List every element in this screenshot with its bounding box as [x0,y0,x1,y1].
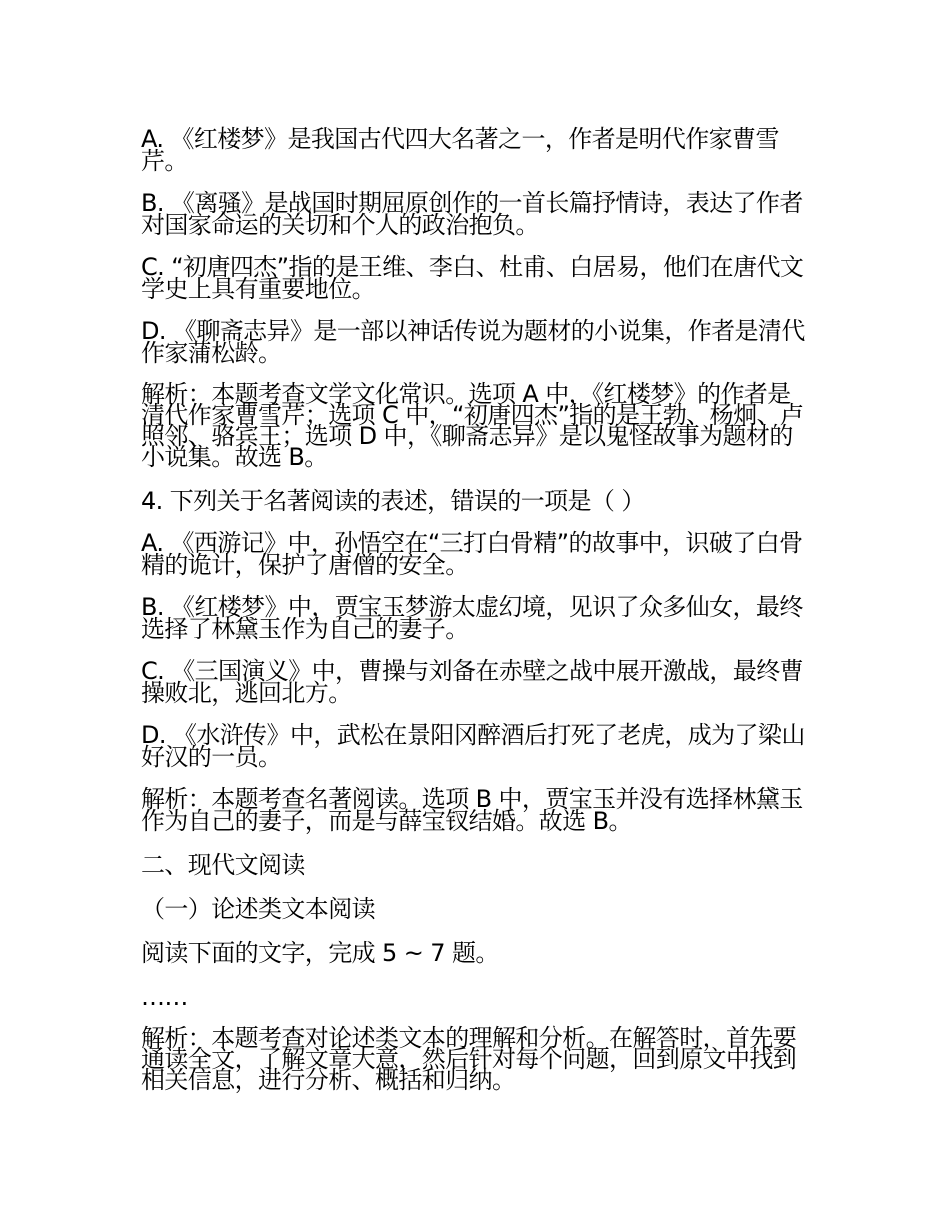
option-a-q3: A. 《红楼梦》是我国古代四大名著之一，作者是明代作家曹雪芹。 [141,125,779,175]
explanation-section: 解析：本题考查对论述类文本的理解和分析。在解答时，首先要通读全文，了解文章大意，然后针对每个问题，回到原文中找到相关信息，进行分析、概括和归纳。 [141,1024,797,1094]
section-heading: 二、现代文阅读 [141,851,305,879]
option-c-q4: C. 《三国演义》中，曹操与刘备在赤壁之战中展开激战，最终曹操败北，逃回北方。 [141,657,804,707]
document-page [141,125,813,1111]
option-c-q3: C. “初唐四杰”指的是王维、李白、杜甫、白居易，他们在唐代文学史上具有重要地位。 [141,253,804,303]
option-d-q4: D. 《水浒传》中，武松在景阳冈醉酒后打死了老虎，成为了梁山好汉的一员。 [141,721,805,771]
option-a-q4: A. 《西游记》中，孙悟空在“三打白骨精”的故事中，识破了白骨精的诡计，保护了唐僧的安全。 [141,529,803,579]
explanation-q4: 解析：本题考查名著阅读。选项 B 中，贾宝玉并没有选择林黛玉作为自己的妻子，而是与薛宝钗结婚。故选 B。 [141,785,803,835]
subsection-heading: （一）论述类文本阅读 [141,895,375,923]
option-d-q3: D. 《聊斋志异》是一部以神话传说为题材的小说集，作者是清代作家蒲松龄。 [141,317,805,367]
question-4: 4. 下列关于名著阅读的表述，错误的一项是（ ） [141,487,645,515]
ellipsis-text: …… [141,983,188,1011]
option-b-q3: B. 《离骚》是战国时期屈原创作的一首长篇抒情诗，表达了作者对国家命运的关切和个人的政治抱负。 [141,189,803,239]
explanation-q3: 解析：本题考查文学文化常识。选项 A 中，《红楼梦》的作者是清代作家曹雪芹；选项 C 中，“初唐四杰”指的是王勃、杨炯、卢照邻、骆宾王；选项 D 中，《聊斋志异》是以鬼怪故事为题材的小说集。故选 B。 [141,380,804,471]
option-b-q4: B. 《红楼梦》中，贾宝玉梦游太虚幻境，见识了众多仙女，最终选择了林黛玉作为自己的妻子。 [141,593,803,643]
reading-instruction: 阅读下面的文字，完成 5 ~ 7 题。 [141,939,499,967]
